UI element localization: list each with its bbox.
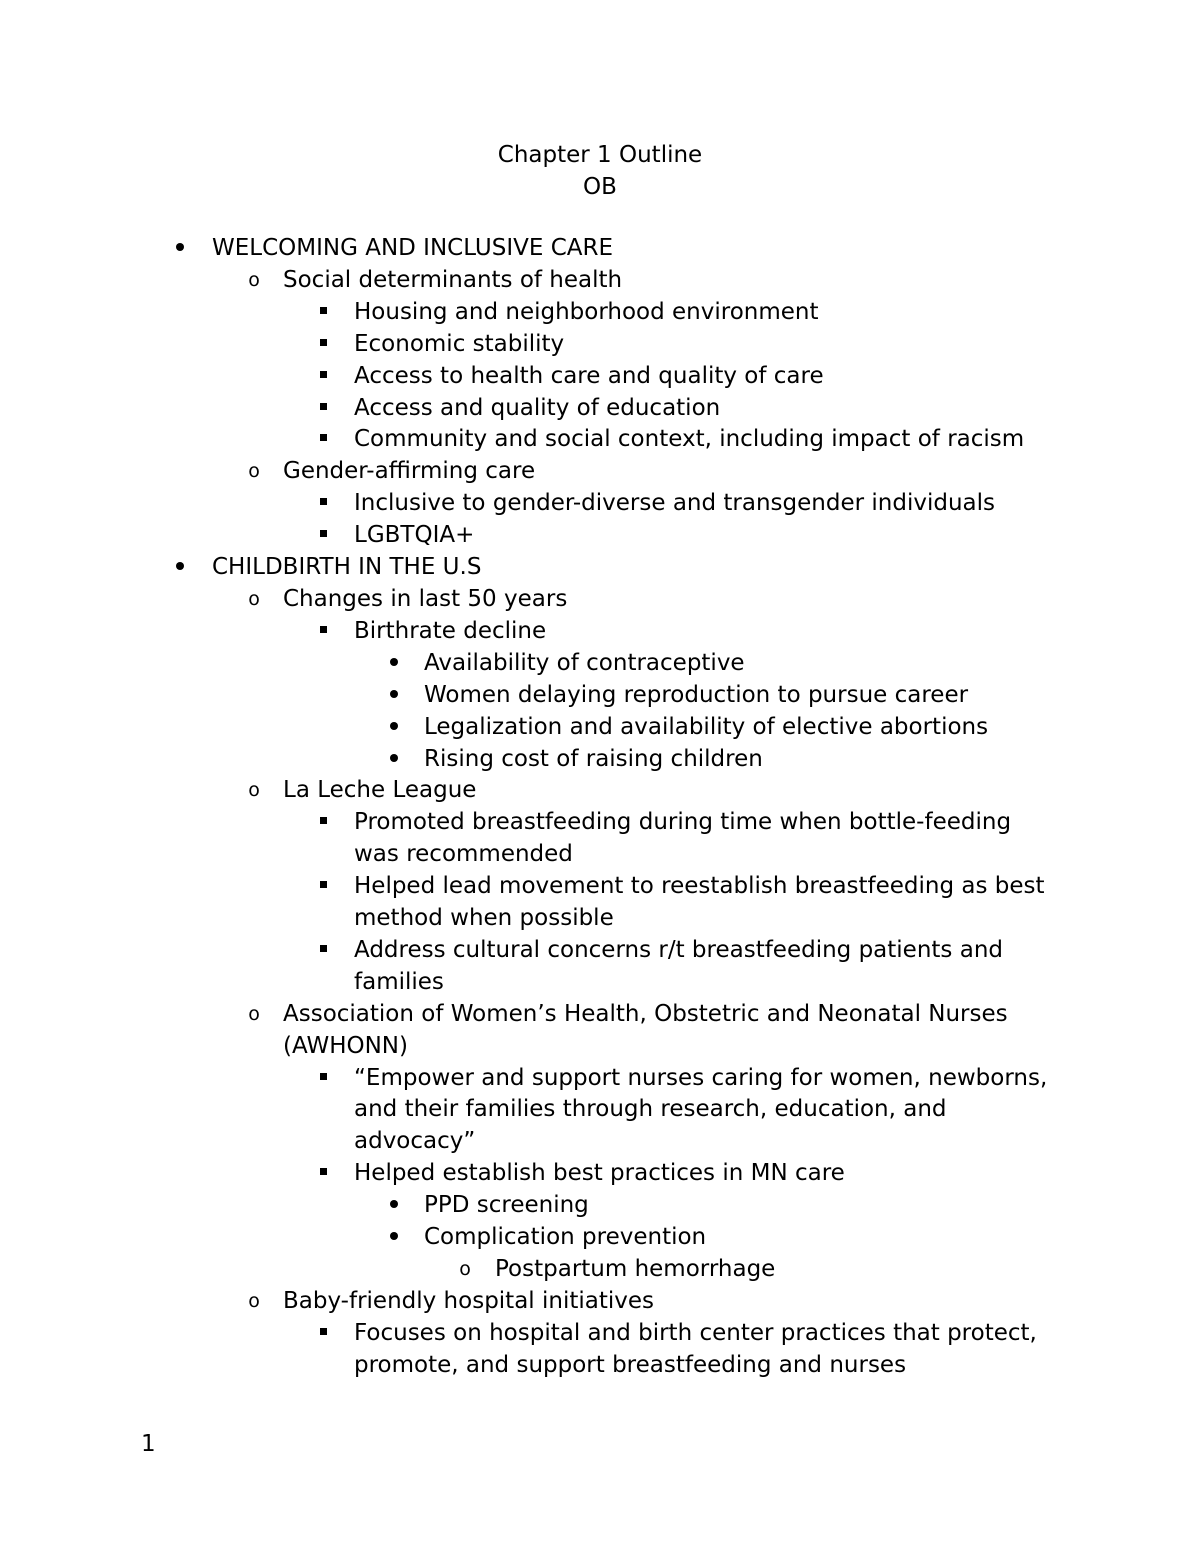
bullet-square-icon <box>313 297 333 329</box>
bullet-disc-icon <box>384 680 404 712</box>
outline-item-text: Baby-friendly hospital initiatives <box>283 1287 655 1314</box>
outline-item-text: Community and social context, including impact of racism <box>354 426 1025 453</box>
outline-item-text: PPD screening <box>424 1192 589 1219</box>
outline-item-level-3 <box>0 424 1200 456</box>
outline-item-text: Economic stability <box>354 330 565 357</box>
outline-item-level-4 <box>0 744 1200 776</box>
outline-item-level-3 <box>0 616 1200 648</box>
outline-item-level-3 <box>0 297 1200 329</box>
outline-item-text: Helped lead movement to reestablish breastfeeding as best method when possible <box>354 873 1045 932</box>
bullet-circle-icon: o <box>459 1258 471 1280</box>
bullet-square-icon <box>313 807 333 839</box>
bullet-disc-icon <box>384 1222 404 1254</box>
outline-item-text: CHILDBIRTH IN THE U.S <box>212 554 482 581</box>
outline-item-level-4 <box>0 1190 1200 1222</box>
outline-item-level-3 <box>0 1063 1200 1159</box>
outline-item-level-2 <box>0 265 1200 297</box>
outline-item-text: Rising cost of raising children <box>424 745 763 772</box>
bullet-square-icon <box>313 361 333 393</box>
bullet-square-icon <box>313 520 333 552</box>
outline-item-level-2 <box>0 1286 1200 1318</box>
outline-list <box>0 233 1200 1382</box>
bullet-circle-icon: o <box>248 268 260 291</box>
outline-item-level-1 <box>0 233 1200 265</box>
bullet-square-icon <box>313 616 333 648</box>
bullet-disc-icon <box>384 648 404 680</box>
bullet-disc-icon <box>384 744 404 776</box>
bullet-disc-icon <box>384 1190 404 1222</box>
bullet-circle-icon: o <box>248 460 260 483</box>
outline-item-text: Focuses on hospital and birth center practices that protect, promote, and support breastfeeding and nurses <box>354 1319 1037 1378</box>
outline-item-text: Gender-affirming care <box>283 458 536 485</box>
outline-item-level-2 <box>0 584 1200 616</box>
outline-item-text: Promoted breastfeeding during time when bottle-feeding was recommended <box>354 809 1012 868</box>
outline-item-text: Access to health care and quality of care <box>354 362 824 389</box>
outline-item-text: Association of Women’s Health, Obstetric and Neonatal Nurses (AWHONN) <box>283 1000 1008 1059</box>
outline-item-text: Social determinants of health <box>283 266 623 293</box>
outline-item-text: Changes in last 50 years <box>283 585 568 612</box>
outline-item-level-3 <box>0 1318 1200 1382</box>
bullet-square-icon <box>313 488 333 520</box>
outline-item-level-3 <box>0 871 1200 935</box>
outline-item-text: Birthrate decline <box>354 617 547 644</box>
bullet-circle-icon: o <box>248 1289 260 1312</box>
outline-item-level-1 <box>0 552 1200 584</box>
outline-item-level-3 <box>0 329 1200 361</box>
bullet-square-icon <box>313 1318 333 1350</box>
outline-item-level-3 <box>0 361 1200 393</box>
outline-item-level-3 <box>0 488 1200 520</box>
document-subtitle: OB <box>583 174 617 200</box>
title-block <box>0 139 1200 203</box>
outline-item-level-3 <box>0 807 1200 871</box>
outline-item-level-3 <box>0 935 1200 999</box>
bullet-square-icon <box>313 1158 333 1190</box>
outline-item-text: WELCOMING AND INCLUSIVE CARE <box>212 235 613 261</box>
outline-item-level-4 <box>0 648 1200 680</box>
outline-item-level-4 <box>0 680 1200 712</box>
outline-item-level-2 <box>0 999 1200 1063</box>
bullet-circle-icon: o <box>248 1002 260 1025</box>
outline-item-text: Access and quality of education <box>354 394 721 421</box>
bullet-circle-icon: o <box>248 779 260 802</box>
bullet-square-icon <box>313 393 333 425</box>
bullet-disc-icon <box>384 712 404 744</box>
outline-item-text: Address cultural concerns r/t breastfeeding patients and families <box>354 936 1003 995</box>
bullet-circle-icon: o <box>248 587 260 610</box>
outline-item-text: Complication prevention <box>424 1224 707 1251</box>
outline-item-level-5 <box>0 1254 1200 1286</box>
outline-item-text: Availability of contraceptive <box>424 649 745 676</box>
bullet-disc-icon <box>170 552 190 584</box>
page-number: 1 <box>141 1431 156 1457</box>
document-title: Chapter 1 Outline <box>497 142 703 168</box>
outline-item-text: LGBTQIA+ <box>354 522 475 549</box>
outline-item-text: Housing and neighborhood environment <box>354 298 819 325</box>
outline-item-text: “Empower and support nurses caring for women, newborns, and their families through research, education, and advocacy” <box>354 1064 1048 1155</box>
outline-item-level-4 <box>0 712 1200 744</box>
outline-item-text: Legalization and availability of elective abortions <box>424 713 989 740</box>
outline-item-text: Helped establish best practices in MN care <box>354 1160 845 1187</box>
outline-item-level-4 <box>0 1222 1200 1254</box>
bullet-disc-icon <box>170 233 190 265</box>
outline-item-level-3 <box>0 1158 1200 1190</box>
outline-item-text: La Leche League <box>283 777 477 804</box>
outline-item-level-3 <box>0 393 1200 425</box>
bullet-square-icon <box>313 424 333 456</box>
outline-item-text: Inclusive to gender-diverse and transgender individuals <box>354 490 995 517</box>
outline-item-level-2 <box>0 775 1200 807</box>
outline-item-level-3 <box>0 520 1200 552</box>
bullet-square-icon <box>313 1063 333 1095</box>
bullet-square-icon <box>313 871 333 903</box>
outline-item-text: Postpartum hemorrhage <box>495 1256 776 1282</box>
bullet-square-icon <box>313 935 333 967</box>
outline-item-text: Women delaying reproduction to pursue career <box>424 681 969 708</box>
outline-item-level-2 <box>0 456 1200 488</box>
bullet-square-icon <box>313 329 333 361</box>
